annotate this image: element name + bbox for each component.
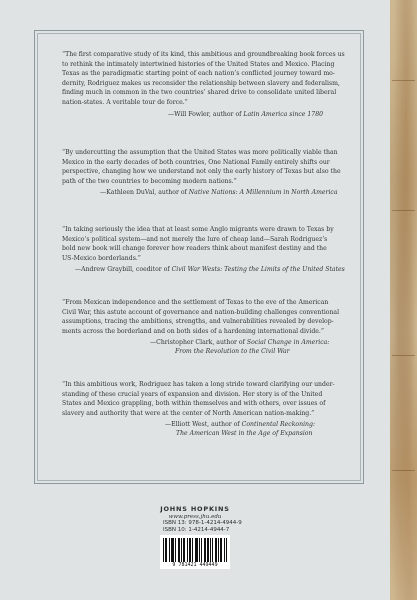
barcode-bar (179, 538, 180, 562)
quote-line: to rethink the intimately intertwined histories of the United States and Mexico. Placing (62, 60, 335, 68)
quote-line: dernity, Rodriguez makes us reconsider the relationship between slavery and federalism, (62, 79, 340, 87)
quote-line: “The first comparative study of its kind, this ambitious and groundbreaking book forces us (62, 51, 345, 58)
quote-line: Civil War, this astute account of governance and nation-building challenges conventional (62, 308, 340, 316)
quote-line: Mexico in the early decades of both countries, One National Family entirely shifts our (62, 158, 330, 166)
barcode-bar (220, 538, 221, 562)
quote-line: US-Mexico borderlands.” (62, 254, 141, 262)
barcode-bars (160, 535, 230, 563)
quote-line: perspective, changing how we understand not only the early history of Texas but also the (62, 168, 341, 176)
barcode-bar (183, 538, 184, 562)
blurb-quote-2 (62, 148, 352, 186)
quote-line: States and Mexico grappling, both within themselves and with others, over issues of (62, 400, 326, 408)
map-spine-strip (390, 0, 417, 600)
barcode-bar (189, 538, 190, 562)
barcode-bar (205, 538, 206, 562)
barcode-bar (224, 538, 225, 562)
barcode-bar (218, 538, 219, 562)
blurb-attribution-5a: —Elliott West, author of Continental Reckoning: (165, 421, 315, 428)
isbn-13: ISBN 13: 978-1-4214-4944-9 (163, 520, 242, 526)
barcode-bar (169, 538, 170, 562)
barcode-bar (187, 538, 188, 562)
quote-line: ments across the borderland and on both sides of a hardening international divide.” (62, 327, 325, 335)
barcode-bar (208, 538, 209, 562)
barcode-bar (166, 538, 167, 562)
barcode-bar (212, 538, 213, 562)
barcode-bar (173, 538, 174, 562)
barcode-bar (201, 538, 202, 562)
quote-line: path of the two countries to becoming modern nations.” (62, 177, 237, 185)
blurb-attribution-3: —Andrew Graybill, coeditor of Civil War Wests: Testing the Limits of the United States (75, 266, 345, 273)
publisher-url: www.press.jhu.edu (168, 514, 222, 520)
publisher-name: JOHNS HOPKINS (160, 505, 230, 513)
barcode-bar (226, 538, 227, 562)
barcode-bar (196, 538, 197, 562)
quote-line: Texas as the paradigmatic starting point of each nation’s conflicted journey toward mo- (62, 70, 335, 78)
barcode-bar (215, 538, 216, 562)
barcode-bar (195, 538, 196, 562)
blurb-quote-1 (62, 50, 352, 108)
quote-line: “From Mexican independence and the settlement of Texas to the eve of the American (62, 299, 329, 306)
barcode-bar (197, 538, 198, 562)
blurb-quote-3 (62, 225, 352, 263)
barcode-bar (172, 538, 173, 562)
quote-line: Mexico’s political system—and not merely the lure of cheap land—Sarah Rodriguez’s (62, 235, 328, 243)
map-line (392, 355, 415, 356)
blurb-attribution-4a: —Christopher Clark, author of Social Change in America: (150, 339, 330, 346)
barcode-bar (216, 538, 217, 562)
blurb-attribution-2: —Kathleen DuVal, author of Native Nations: A Millennium in North America (100, 189, 338, 196)
blurb-quote-5 (62, 380, 352, 418)
quote-line: standing of these crucial years of expansion and division. Her story is of the United (62, 390, 323, 398)
barcode-bar (181, 538, 182, 562)
quote-line: bold new book will change forever how readers think about manifest destiny and the (62, 245, 327, 253)
map-line (392, 470, 415, 471)
barcode-bar (184, 538, 185, 562)
quote-line: slavery and authority that were at the center of North American nation-making.” (62, 409, 315, 417)
map-line (392, 80, 415, 81)
barcode-bar (210, 538, 211, 562)
barcode-bar (207, 538, 208, 562)
barcode-bar (190, 538, 191, 562)
blurb-attribution-4b: From the Revolution to the Civil War (175, 348, 290, 355)
barcode-number: 9 781421 449449 (172, 562, 218, 568)
barcode-bar (163, 538, 164, 562)
barcode-bar (199, 538, 200, 562)
barcode-bar (192, 538, 193, 562)
barcode-bar (178, 538, 179, 562)
barcode-bar (221, 538, 222, 562)
blurb-attribution-5b: The American West in the Age of Expansion (176, 430, 313, 437)
quote-line: “In taking seriously the idea that at least some Anglo migrants were drawn to Texas by (62, 226, 334, 233)
isbn-10: ISBN 10: 1-4214-4944-7 (163, 527, 230, 533)
quote-line: nation-states. A veritable tour de force.” (62, 98, 188, 106)
barcode-bar (171, 538, 172, 562)
quote-line: assumptions, tracing the ambitions, strengths, and vulnerabilities revealed by develop- (62, 318, 334, 326)
map-line (392, 210, 415, 211)
blurb-quote-4 (62, 298, 352, 336)
quote-line: “In this ambitious work, Rodriguez has taken a long stride toward clarifying our under- (62, 381, 335, 388)
blurb-attribution-1: —Will Fowler, author of Latin America since 1780 (168, 111, 324, 118)
quote-line: “By undercutting the assumption that the United States was more politically viable than (62, 149, 338, 156)
barcode-bar (165, 538, 166, 562)
barcode-bar (175, 538, 176, 562)
quote-line: finding much in common in the two countries’ shared drive to consolidate united liberal (62, 89, 337, 97)
barcode-bar (204, 538, 205, 562)
publisher-block (0, 505, 390, 520)
